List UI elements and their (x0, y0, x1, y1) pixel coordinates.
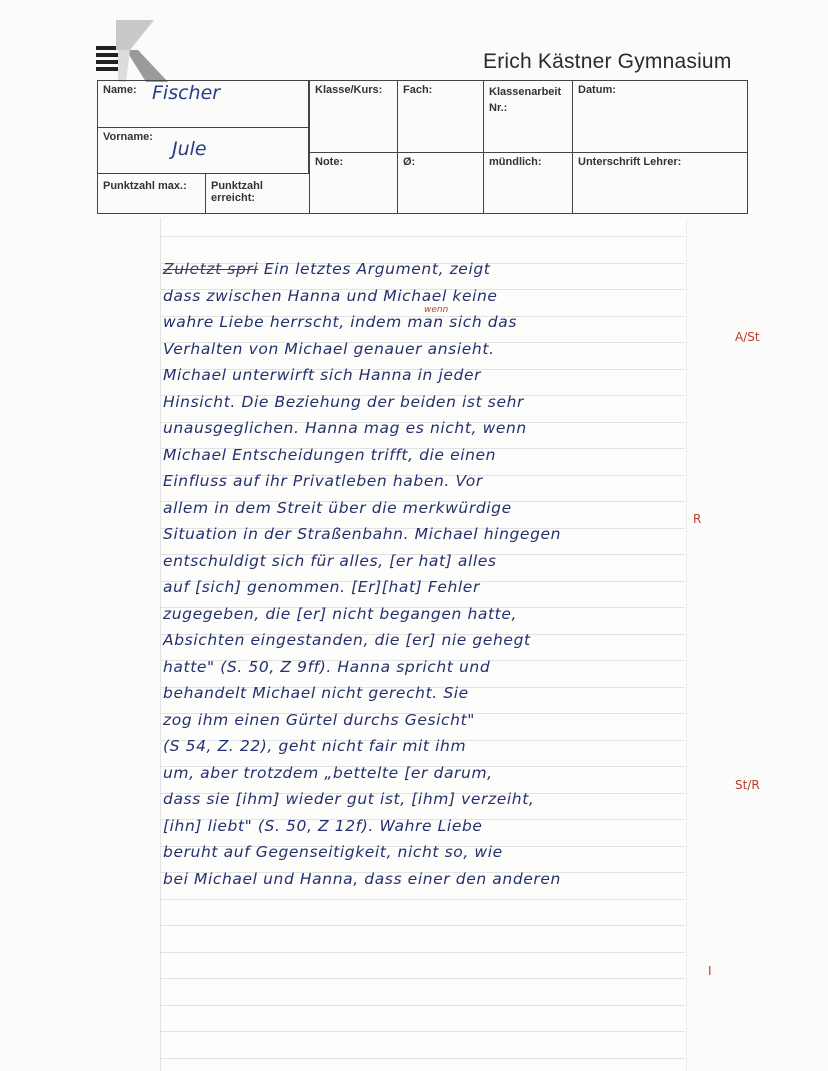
datum-label: Datum: (578, 84, 616, 96)
essay-line: Absichten eingestanden, die [er] nie gehegt (163, 631, 531, 649)
vorname-label: Vorname: (103, 131, 153, 143)
muendlich-cell (483, 152, 573, 214)
essay-line: Situation in der Straßenbahn. Michael hingegen (163, 525, 562, 543)
school-name: Erich Kästner Gymnasium (483, 50, 732, 73)
ruled-line (160, 978, 685, 979)
essay-line: Zuletzt spri Ein letztes Argument, zeigt (163, 260, 491, 278)
note-cell (309, 152, 398, 214)
essay-line: unausgeglichen. Hanna mag es nicht, wenn (163, 419, 527, 437)
klassenarbeit-cell (483, 80, 573, 153)
margin-note-mark: I (708, 964, 712, 978)
essay-line: Verhalten von Michael genauer ansieht. (163, 339, 495, 358)
unterschrift-cell (572, 152, 748, 214)
nr-label: Nr.: (489, 102, 508, 114)
ruled-line (160, 1058, 685, 1059)
name-label: Name: (103, 84, 137, 96)
essay-line: zugegeben, die [er] nicht begangen hatte, (163, 604, 517, 623)
essay-line: Michael unterwirft sich Hanna in jeder (163, 366, 482, 384)
margin-note-style: St/R (735, 778, 760, 792)
unterschrift-label: Unterschrift Lehrer: (578, 156, 682, 168)
note-label: Note: (315, 156, 344, 168)
essay-line: um, aber trotzdem „bettelte [er darum, (163, 763, 493, 782)
fach-label: Fach: (403, 84, 433, 96)
punktzahl-erreicht-cell (205, 173, 310, 214)
datum-cell (572, 80, 748, 153)
vorname-value: Jule (172, 138, 207, 160)
essay-line: hatte" (S. 50, Z 9ff). Hanna spricht und (163, 657, 491, 676)
essay-line: dass zwischen Hanna und Michael keine (163, 286, 498, 305)
essay-line: entschuldigt sich für alles, [er hat] alles (163, 551, 497, 570)
ruled-line (160, 899, 685, 900)
margin-note-spelling: R (693, 512, 702, 526)
klassenarbeit-label: Klassenarbeit (489, 86, 562, 98)
schnitt-label: Ø: (403, 156, 416, 168)
essay-line: wahre Liebe herrscht, indem man sich das (163, 313, 518, 331)
name-value: Fischer (152, 82, 221, 104)
correction-insert: wenn (424, 305, 449, 315)
essay-line: bei Michael und Hanna, dass einer den anderen (163, 869, 561, 888)
muendlich-label: mündlich: (489, 156, 542, 168)
ruled-line (160, 925, 685, 926)
klasse-cell (309, 80, 398, 153)
essay-line: behandelt Michael nicht gerecht. Sie (163, 684, 469, 702)
essay-line: zog ihm einen Gürtel durchs Gesicht" (163, 710, 476, 729)
essay-line: beruht auf Gegenseitigkeit, nicht so, wie (163, 843, 503, 861)
essay-text (163, 256, 703, 892)
essay-line: allem in dem Streit über die merkwürdige (163, 498, 512, 517)
punktzahl-max-label: Punktzahl max.: (103, 180, 187, 192)
essay-line: auf [sich] genommen. [Er][hat] Fehler (163, 578, 480, 596)
struck-text: Zuletzt spri (163, 260, 259, 278)
fach-cell (397, 80, 484, 153)
essay-line: Hinsicht. Die Beziehung der beiden ist sehr (163, 392, 525, 411)
klasse-label: Klasse/Kurs: (315, 84, 383, 96)
school-logo-icon (96, 20, 176, 82)
punktzahl-max-cell (97, 173, 206, 214)
ruled-line (160, 1031, 685, 1032)
punktzahl-erreicht-label: Punktzahl erreicht: (211, 180, 263, 204)
essay-line: [ihn] liebt" (S. 50, Z 12f). Wahre Liebe (163, 816, 483, 835)
ruled-line (160, 952, 685, 953)
ruled-line (160, 1005, 685, 1006)
essay-line: Einfluss auf ihr Privatleben haben. Vor (163, 472, 483, 490)
essay-line: Michael Entscheidungen trifft, die einen (163, 445, 497, 464)
ruled-line (160, 236, 685, 237)
essay-line: dass sie [ihm] wieder gut ist, [ihm] verzeiht, (163, 790, 535, 808)
schnitt-cell (397, 152, 484, 214)
essay-line: (S 54, Z. 22), geht nicht fair mit ihm (163, 737, 467, 755)
margin-note-grammar: A/St (735, 330, 760, 344)
